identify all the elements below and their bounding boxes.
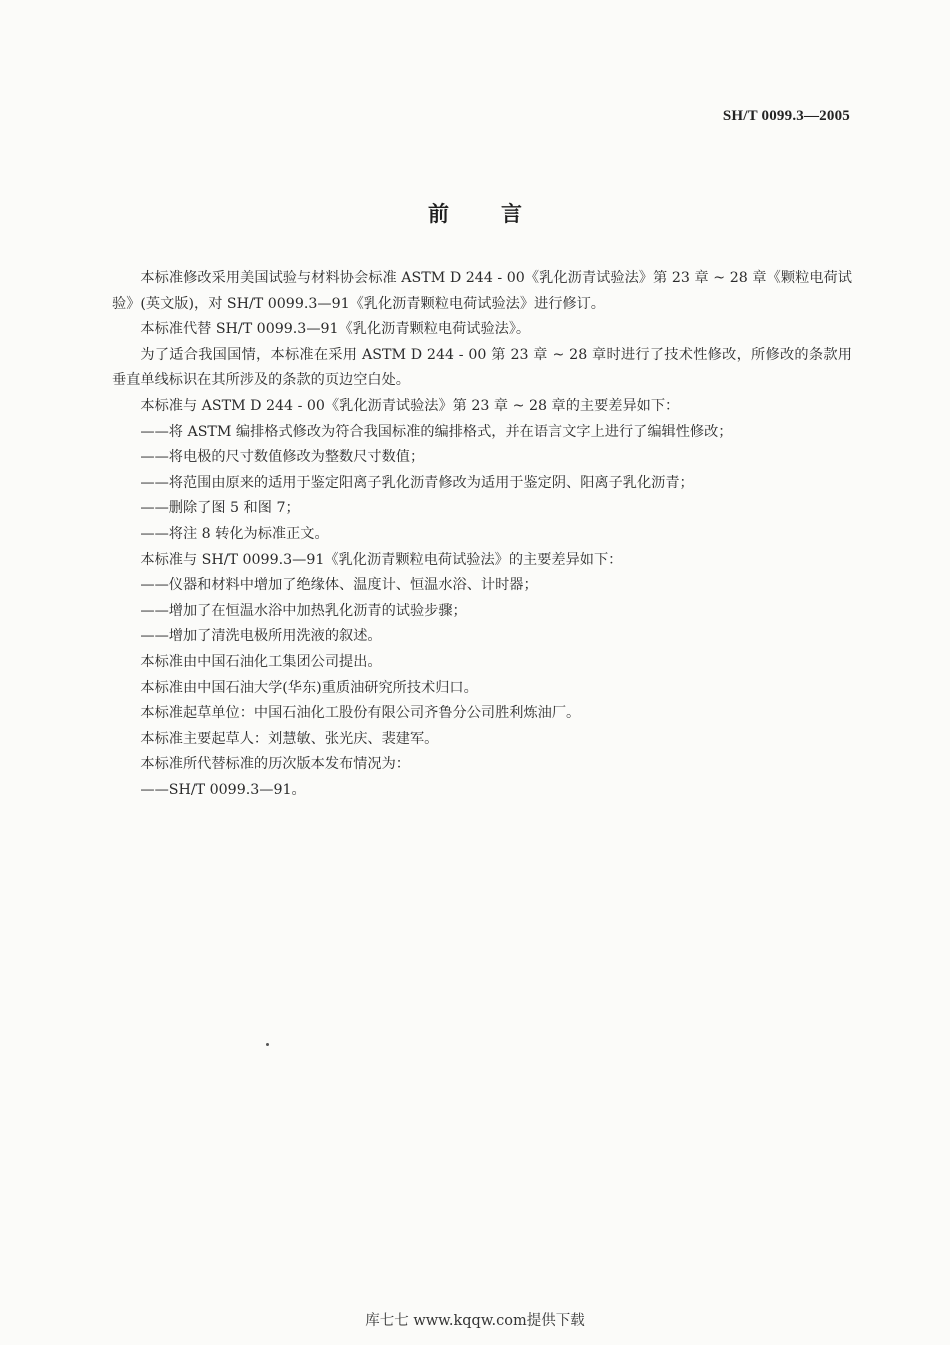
list-item: ——删除了图 5 和图 7； [140,500,300,517]
list-item: ——仪器和材料中增加了绝缘体、温度计、恒温水浴、计时器； [140,577,538,594]
footer-credit: 库七七 www.kqqw.com提供下载 [365,1313,585,1329]
paragraph-drafting-unit: 本标准起草单位：中国石油化工股份有限公司齐鲁分公司胜利炼油厂。 [140,705,581,722]
paragraph-centralized: 本标准由中国石油大学(华东)重质油研究所技术归口。 [140,679,478,696]
list-item: ——增加了在恒温水浴中加热乳化沥青的试验步骤； [140,602,467,619]
paragraph-sht-diff-intro: 本标准与 SH/T 0099.3—91《乳化沥青颗粒电荷试验法》的主要差异如下： [140,551,623,568]
scan-speck [266,1043,269,1046]
list-item: ——将 ASTM 编排格式修改为符合我国标准的编排格式，并在语言文字上进行了编辑性修改； [140,423,733,440]
paragraph-astm-diff-intro: 本标准与 ASTM D 244 - 00《乳化沥青试验法》第 23 章 ~ 28 章的主要差异如下： [140,397,680,414]
paragraph-proposer: 本标准由中国石油化工集团公司提出。 [140,653,382,670]
foreword-body [112,266,852,803]
paragraph-modifications: 为了适合我国国情，本标准在采用 ASTM D 244 - 00 第 23 章 ~ 28 章时进行了技术性修改，所修改的条款用垂直单线标识在其所涉及的条款的页边空白处。 [112,346,852,389]
paragraph-history-intro: 本标准所代替标准的历次版本发布情况为： [140,756,410,773]
list-item: ——将范围由原来的适用于鉴定阳离子乳化沥青修改为适用于鉴定阴、阳离子乳化沥青； [140,474,694,491]
page-title: 前言 [428,202,574,226]
paragraph-drafters: 本标准主要起草人：刘慧敏、张光庆、裴建军。 [140,730,439,747]
paragraph-replaces: 本标准代替 SH/T 0099.3—91《乳化沥青颗粒电荷试验法》。 [140,321,531,338]
paragraph-adoption: 本标准修改采用美国试验与材料协会标准 ASTM D 244 - 00《乳化沥青试验法》第 23 章 ~ 28 章《颗粒电荷试验》(英文版)，对 SH/T 0099.3—91《乳化沥青颗粒电荷试验法》进行修订。 [112,270,852,312]
list-item: ——将注 8 转化为标准正文。 [140,525,329,542]
list-item: ——SH/T 0099.3—91。 [140,781,306,798]
list-item: ——将电极的尺寸数值修改为整数尺寸数值； [140,449,425,466]
list-item: ——增加了清洗电极所用洗液的叙述。 [140,628,382,645]
document-code: SH/T 0099.3—2005 [722,108,850,124]
